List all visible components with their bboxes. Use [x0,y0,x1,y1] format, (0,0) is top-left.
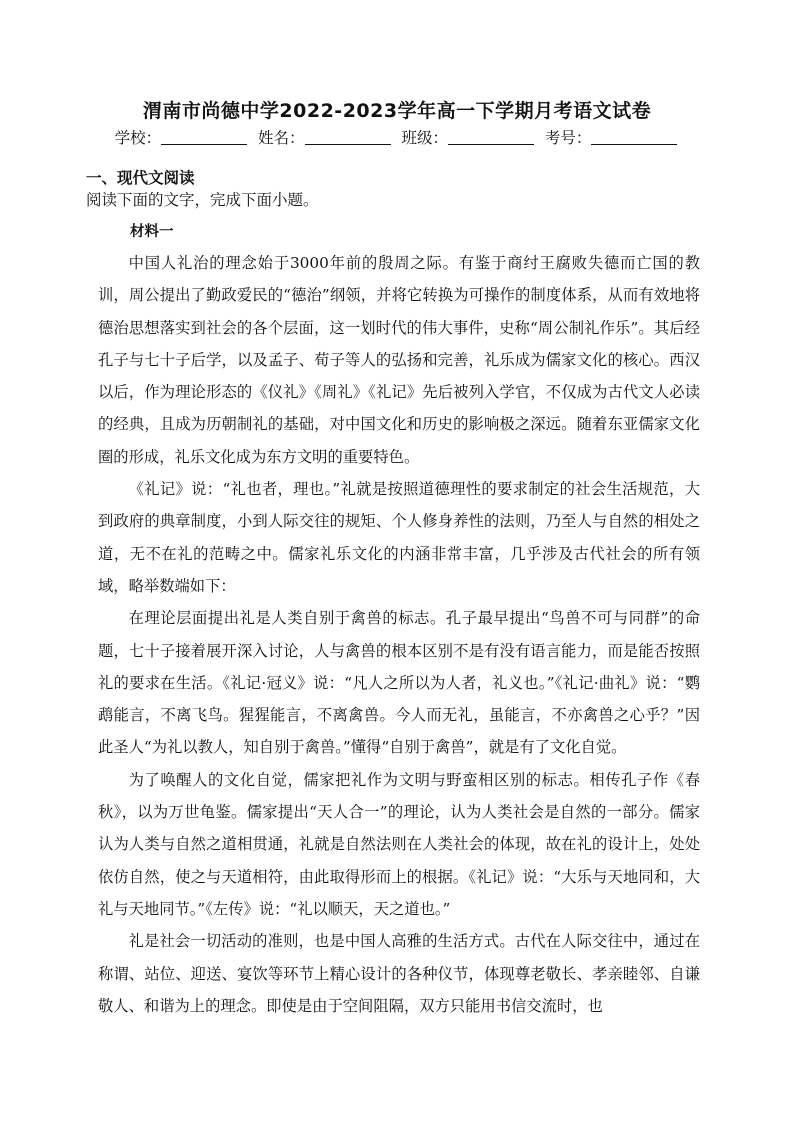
exam-title: 渭南市尚德中学2022-2023学年高一下学期月考语文试卷 [142,100,652,122]
passage-paragraph: 《礼记》说：“礼也者，理也。”礼就是按照道德理性的要求制定的社会生活规范，大到政府的典章制度，小到人际交往的规矩、个人修身养性的法则，乃至人与自然的相处之道，无不在礼的范畴之中。儒家礼乐文化的内涵非常丰富，几乎涉及古代社会的所有领域，略举数端如下： [98,480,700,595]
school-blank[interactable] [161,129,247,145]
name-blank[interactable] [305,129,391,145]
class-field [401,126,536,148]
passage-paragraph: 在理论层面提出礼是人类自别于禽兽的标志。孔子最早提出“鸟兽不可与同群”的命题，七十子接着展开深入讨论，人与禽兽的根本区别不是有没有语言能力，而是能否按照礼的要求在生活。《礼记·冠义》说：“凡人之所以为人者，礼义也。”《礼记·曲礼》说：“鹦鹉能言，不离飞鸟。猩猩能言，不离禽兽。今人而无礼，虽能言，不亦禽兽之心乎？”因此圣人“为礼以教人，知自别于禽兽。”懂得“自别于禽兽”，就是有了文化自觉。 [98,609,700,757]
passage-paragraph: 中国人礼治的理念始于3000年前的殷周之际。有鉴于商纣王腐败失德而亡国的教训，周公提出了勤政爱民的“德治”纲领，并将它转换为可操作的制度体系，从而有效地将德治思想落实到社会的各个层面，这一划时代的伟大事件，史称“周公制礼作乐”。其后经孔子与七十子后学，以及孟子、荀子等人的弘扬和完善，礼乐成为儒家文化的核心。西汉以后，作为理论形态的《仪礼》《周礼》《礼记》先后被列入学官，不仅成为古代文人必读的经典，且成为历朝制礼的基础，对中国文化和历史的影响极之深远。随着东亚儒家文化圈的形成，礼乐文化成为东方文明的重要特色。 [98,254,700,466]
student-info-row [0,126,794,148]
reading-passage [98,247,700,1022]
name-field [258,126,393,148]
section-heading: 一、现代文阅读 [86,169,195,187]
passage-paragraph: 礼是社会一切活动的准则，也是中国人高雅的生活方式。古代在人际交往中，通过在称谓、站位、迎送、宴饮等环节上精心设计的各种仪节，体现尊老敬长、孝亲睦邻、自谦敬人、和谐为上的理念。即使是由于空间阻隔，双方只能用书信交流时，也 [98,932,700,1015]
class-blank[interactable] [448,129,534,145]
school-label: 学校： [114,129,162,147]
exam-number-label: 考号： [544,129,592,147]
reading-instruction: 阅读下面的文字，完成下面小题。 [86,191,319,209]
class-label: 班级： [401,129,448,147]
name-label: 姓名： [258,129,305,147]
exam-number-blank[interactable] [591,129,677,145]
passage-paragraph: 为了唤醒人的文化自觉，儒家把礼作为文明与野蛮相区别的标志。相传孔子作《春秋》，以为万世龟鉴。儒家提出“天人合一”的理论，认为人类社会是自然的一部分。儒家认为人类与自然之道相贯通，礼就是自然法则在人类社会的体现，故在礼的设计上，处处依仿自然，使之与天道相符，由此取得形而上的根据。《礼记》说：“大乐与天地同和，大礼与天地同节。”《左传》说：“礼以顺天，天之道也。” [98,770,700,918]
school-field [115,126,250,148]
material-title: 材料一 [130,224,174,240]
exam-number-field [545,126,680,148]
